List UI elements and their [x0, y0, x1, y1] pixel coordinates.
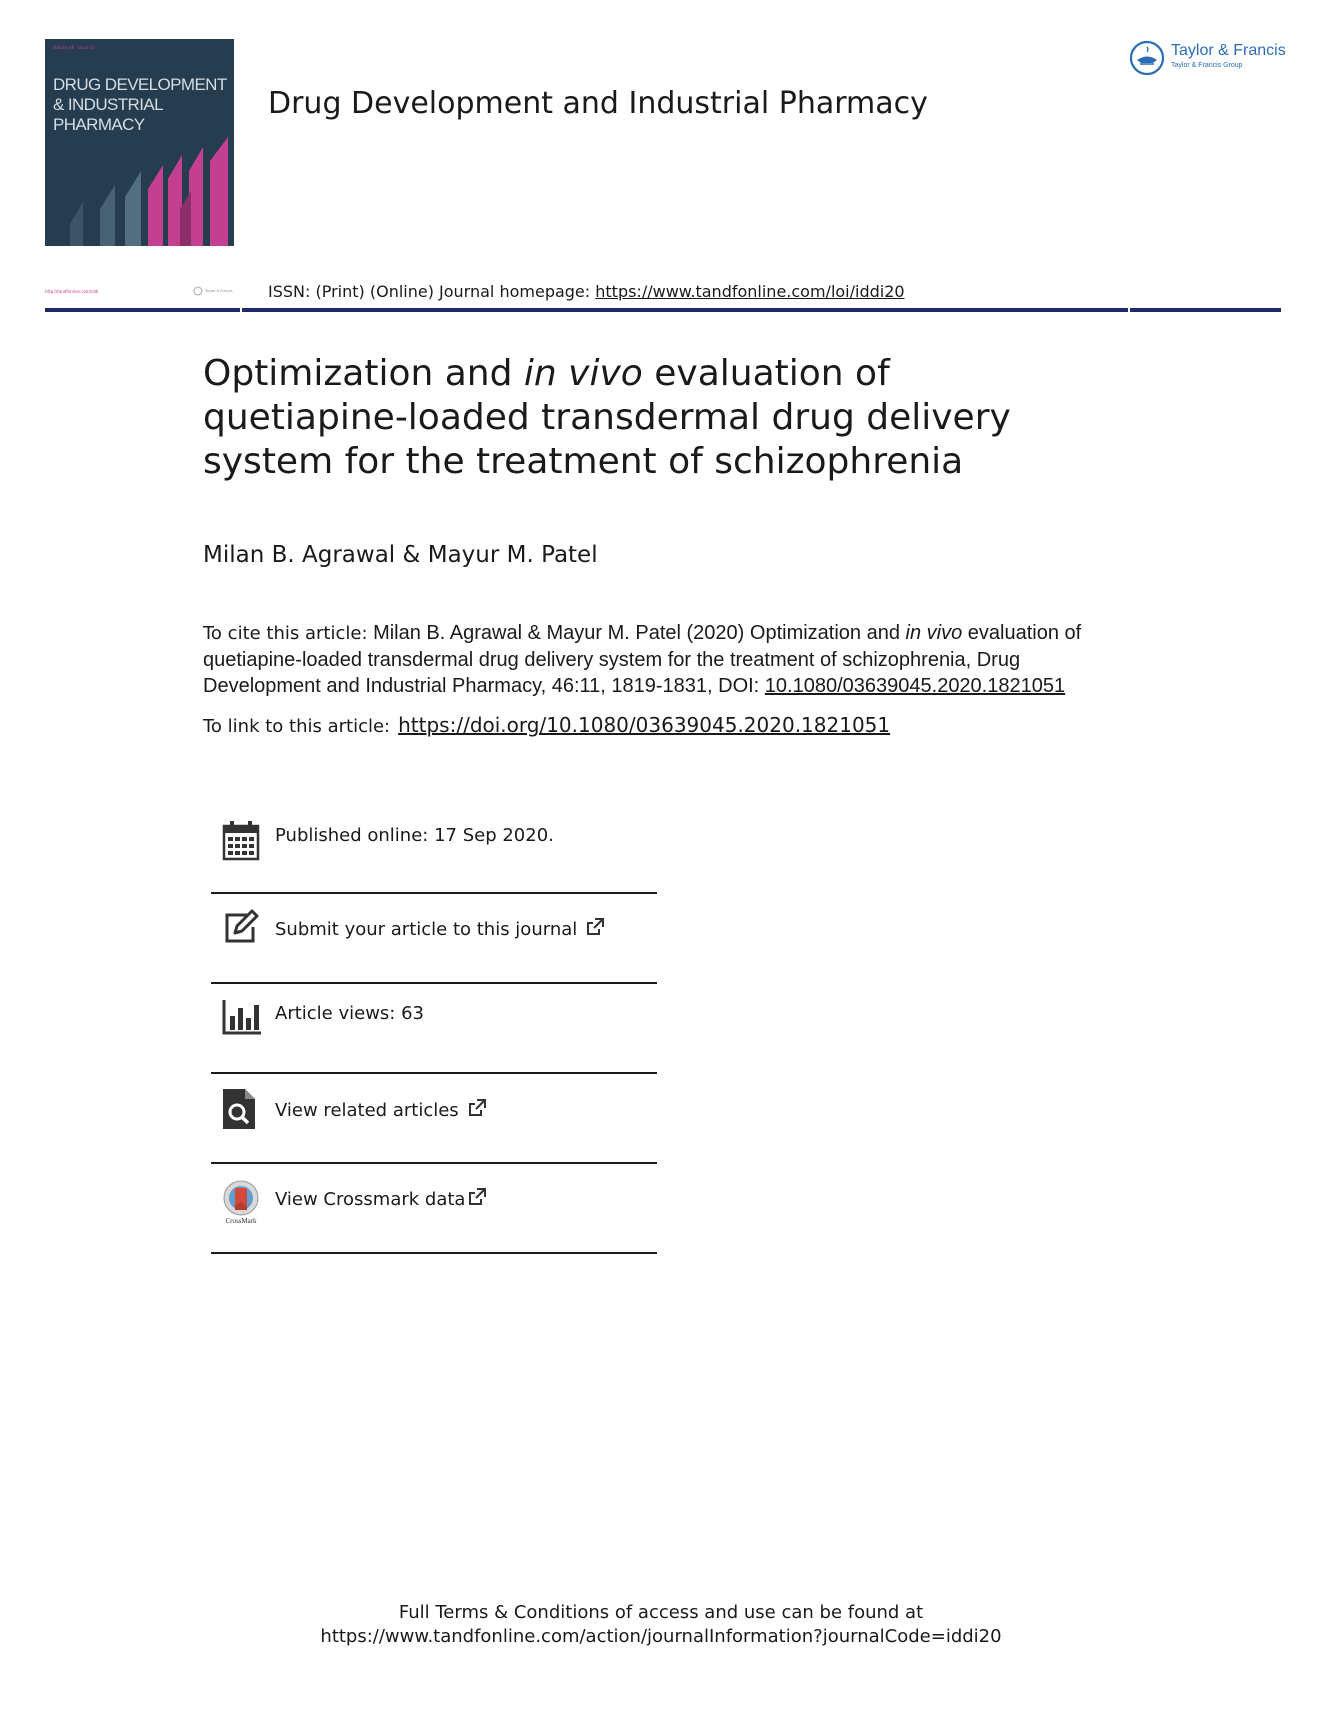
journal-name: Drug Development and Industrial Pharmacy: [268, 86, 928, 121]
cover-meta: Volume 46 · Issue 11: [53, 45, 95, 50]
title-part: Optimization and: [203, 353, 524, 394]
article-views: Article views: 63: [275, 1003, 424, 1024]
terms-footer: [0, 1601, 1322, 1649]
divider: [211, 982, 657, 984]
issn-line: [268, 282, 905, 301]
article-link-label: To link to this article:: [203, 716, 391, 737]
citation-doi-link[interactable]: 10.1080/03639045.2020.1821051: [764, 675, 1066, 697]
divider: [211, 1252, 657, 1254]
publisher-group: Taylor & Francis Group: [1171, 62, 1243, 69]
tiny-publisher-text: Taylor & Francis: [205, 289, 233, 293]
footer-line: Full Terms & Conditions of access and use can be found at: [398, 1602, 924, 1623]
title-italic: in vivo: [523, 353, 643, 394]
cover-title-line: & INDUSTRIAL: [53, 95, 163, 114]
citation-italic: in vivo: [905, 622, 963, 644]
cover-stripes-art: [45, 39, 234, 246]
cover-title-line: DRUG DEVELOPMENT: [53, 75, 227, 94]
citation-text: evaluation of quetiapine-loaded transdermal drug delivery system for the treatment of schizophrenia, Drug Development and Industrial Pharmacy, 46:11, 1819-1831, DOI:: [203, 622, 1082, 697]
footer-terms-link[interactable]: https://www.tandfonline.com/action/journalInformation?journalCode=iddi20: [320, 1626, 1002, 1647]
citation-label: To cite this article:: [203, 623, 368, 644]
edit-icon: [221, 907, 261, 951]
document-search-icon: [221, 1087, 261, 1131]
article-title: [203, 352, 1103, 484]
rule-gap: [1128, 308, 1130, 312]
bar-chart-icon: [221, 996, 261, 1040]
crossmark-logo-text: CrossMark: [225, 1217, 257, 1225]
related-link[interactable]: [275, 1098, 487, 1121]
crossmark-icon: [221, 1180, 261, 1218]
article-doi-link[interactable]: https://doi.org/10.1080/03639045.2020.1821051: [398, 713, 891, 737]
publisher-logo[interactable]: [1129, 40, 1289, 76]
citation-text: Milan B. Agrawal & Mayur M. Patel (2020) Optimization and: [367, 622, 906, 644]
external-link-icon: [585, 917, 605, 937]
header-rule: [45, 308, 1281, 312]
divider: [211, 1072, 657, 1074]
tiny-url: http://tandfonline.com/iddi: [45, 289, 99, 294]
submit-link[interactable]: [275, 917, 605, 940]
publisher-lamp-icon: [1129, 40, 1165, 76]
title-part: evaluation of quetiapine-loaded transdermal drug delivery system for the treatment of schizophrenia: [203, 353, 1011, 482]
tiny-publisher-logo: [193, 286, 238, 296]
related-label: View related articles: [275, 1100, 459, 1121]
citation-block: [203, 620, 1123, 699]
rule-gap: [240, 308, 242, 312]
cover-title: [53, 75, 233, 135]
publisher-name: Taylor & Francis: [1171, 42, 1286, 59]
article-link-line: [203, 713, 890, 737]
external-link-icon: [467, 1098, 487, 1118]
calendar-icon: [221, 819, 261, 863]
divider: [211, 892, 657, 894]
divider: [211, 1162, 657, 1164]
cover-title-line: PHARMACY: [53, 115, 145, 134]
crossmark-logo: [221, 1180, 261, 1226]
crossmark-link[interactable]: [275, 1187, 487, 1210]
external-link-icon: [467, 1187, 487, 1207]
submit-label: Submit your article to this journal: [275, 919, 578, 940]
published-date: Published online: 17 Sep 2020.: [275, 825, 554, 846]
crossmark-label: View Crossmark data: [275, 1189, 466, 1210]
issn-text: ISSN: (Print) (Online) Journal homepage:: [268, 282, 596, 301]
journal-cover: [45, 39, 234, 246]
article-authors: Milan B. Agrawal & Mayur M. Patel: [203, 542, 598, 568]
tiny-publisher-icon: [193, 286, 203, 296]
journal-homepage-link[interactable]: https://www.tandfonline.com/loi/iddi20: [595, 282, 905, 301]
